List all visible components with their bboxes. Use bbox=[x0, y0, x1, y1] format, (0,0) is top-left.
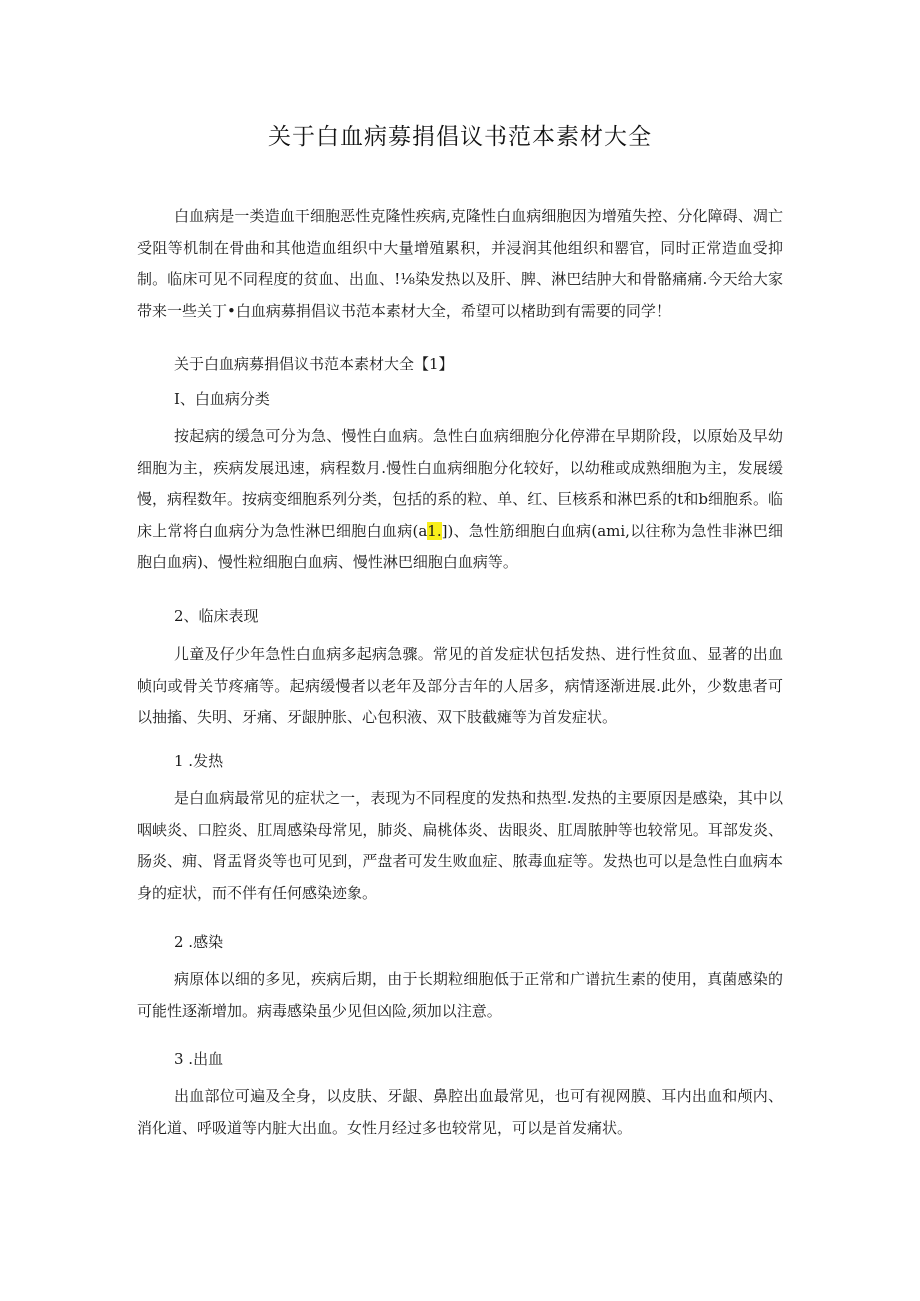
subsection-2-heading: 2 .感染 bbox=[174, 933, 224, 951]
subsection-2-paragraph: 病原体以细的多见，疾病后期，由于长期粒细胞低于正常和广谱抗生素的使用，真菌感染的可能性逐渐增加。病毒感染虽少见但凶险,须加以注意。 bbox=[137, 970, 783, 1020]
subsection-3-paragraph: 出血部位可遍及全身，以皮肤、牙龈、鼻腔出血最常见，也可有视网膜、耳内出血和颅内、消化道、呼吸道等内脏大出血。女性月经过多也较常见，可以是首发痛状。 bbox=[137, 1087, 783, 1137]
section-1-text-before: 按起病的缓急可分为急、慢性白血病。急性白血病细胞分化停滞在早期阶段，以原始及早幼细胞为主，疾病发展迅速，病程数月.慢性白血病细胞分化较好，以幼稚或成熟细胞为主，发展缓慢，病程数年。按病变细胞系列分类，包括的系的粒、单、红、巨核系和淋巴系的t和b细胞系。临床上常将白血病分为急性淋巴细胞白血病(a bbox=[137, 427, 783, 540]
section-1-text-after: ])、急性筋细胞白血病(ami,以往称为急性非淋巴细胞白血病)、慢性粒细胞白血病、慢性淋巴细胞白血病等。 bbox=[137, 521, 784, 571]
section-1-heading: I、白血病分类 bbox=[174, 390, 270, 408]
subsection-1-paragraph: 是白血病最常见的症状之一，表现为不同程度的发热和热型.发热的主要原因是感染，其中以咽峡炎、口腔炎、肛周感染母常见，肺炎、扁桃体炎、齿眼炎、肛周脓肿等也较常见。耳部发炎、肠炎、痈、肾盂肾炎等也可见到，严盘者可发生败血症、脓毒血症等。发热也可以是急性白血病本身的症状，而不伴有任何感染迹象。 bbox=[137, 789, 783, 902]
subtitle: 关于白血病募捐倡议书范本素材大全【1】 bbox=[174, 355, 454, 373]
intro-paragraph: 白血病是一类造血干细胞恶性克隆性疾病,克隆性白血病细胞因为增殖失控、分化障碍、凋亡受阻等机制在骨曲和其他造血组织中大量增殖累积，并浸润其他组织和罂官，同时正常造血受抑制。临床可见不同程度的贫血、出血、!⅛染发热以及肝、脾、淋巴结肿大和骨骼痛痛.今天给大家带来一些关丁•白血病募捐倡议书范本素材大全，希望可以楮助到有需要的同学！ bbox=[137, 207, 783, 320]
section-1-paragraph bbox=[137, 421, 783, 579]
section-2-heading: 2、临床表现 bbox=[174, 607, 259, 625]
section-2-paragraph: 儿童及仔少年急性白血病多起病急骤。常见的首发症状包括发热、进行性贫血、显著的出血帧向或骨关节疼痛等。起病缓慢者以老年及部分吉年的人居多，病情逐渐进展.此外，少数患者可以抽搐、失明、牙痛、牙龈肿胀、心包积液、双下肢截瘫等为首发症状。 bbox=[137, 645, 783, 726]
highlighted-text: 1. bbox=[427, 521, 442, 540]
subsection-3-heading: 3 .出血 bbox=[174, 1050, 224, 1068]
subsection-1-heading: 1 .发热 bbox=[174, 752, 224, 770]
document-title: 关于白血病募捐倡议书范本素材大全 bbox=[268, 124, 652, 150]
